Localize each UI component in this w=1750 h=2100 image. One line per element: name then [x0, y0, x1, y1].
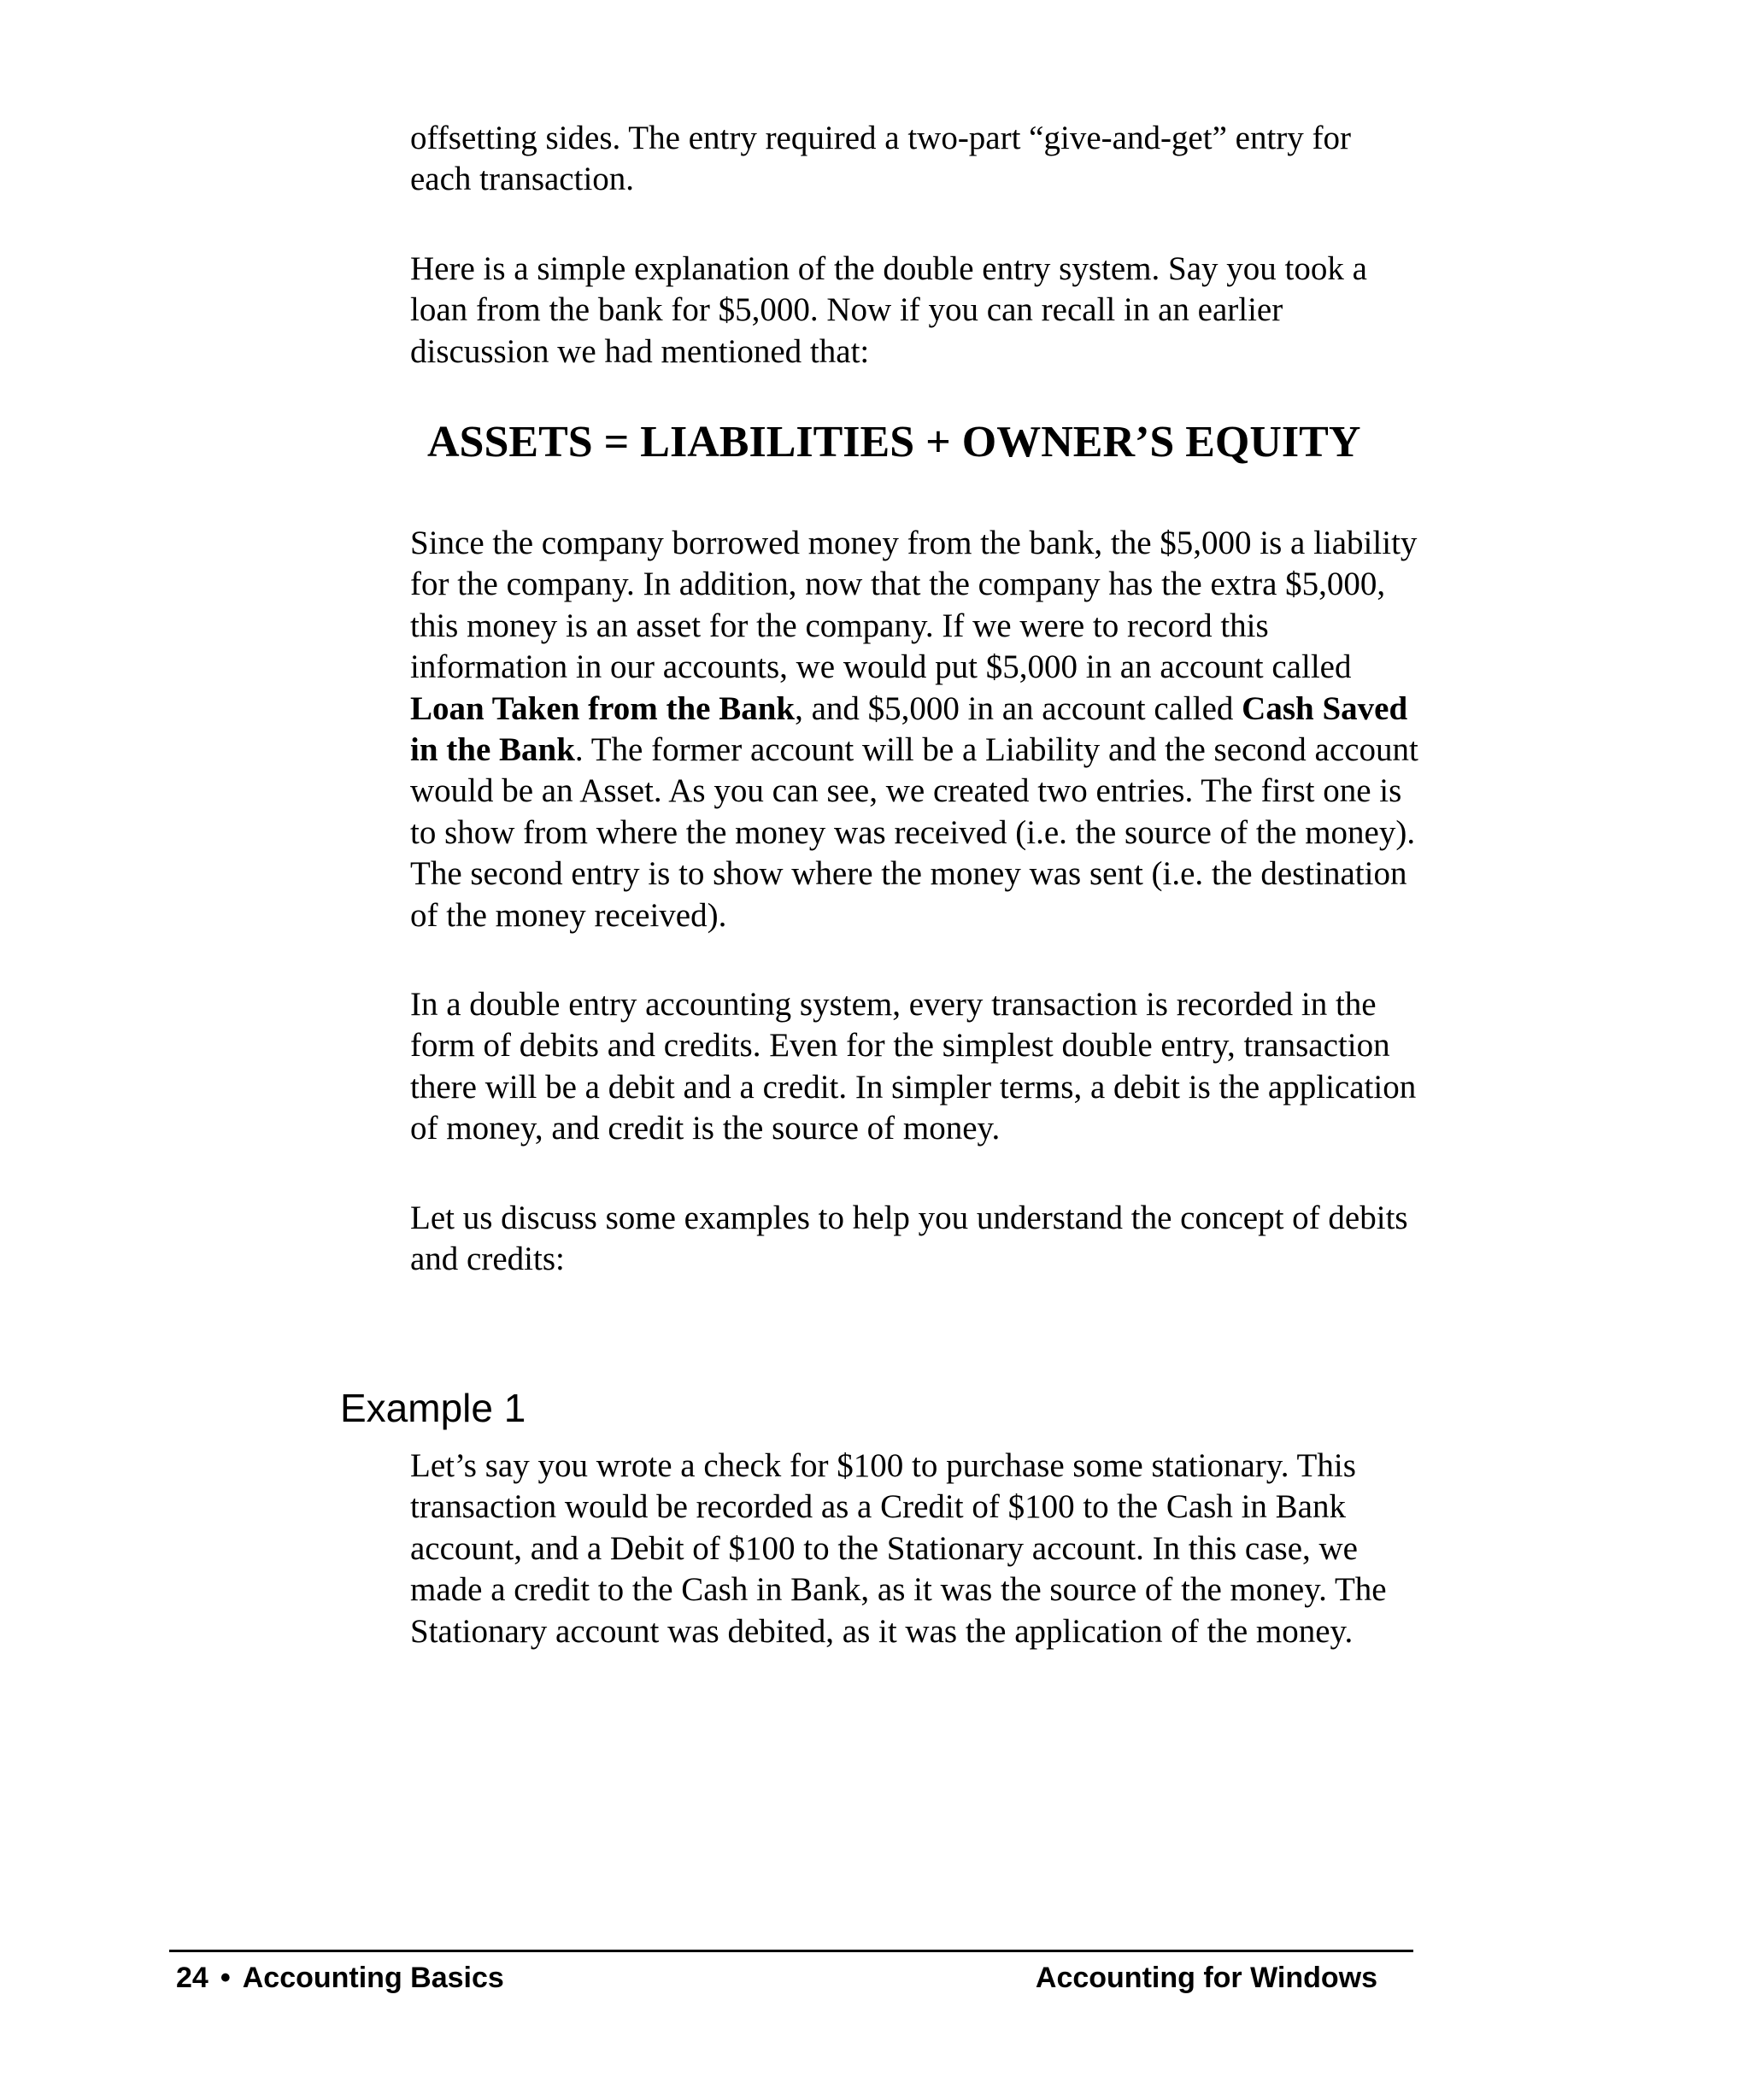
body-text-top	[410, 118, 1418, 420]
cash-account-name: Cash Saved in the Bank	[410, 689, 1408, 769]
paragraph-loan-example	[410, 523, 1418, 936]
loan-text-3: . The former account will be a Liability and the second account would be an Asset. As you can see, we created two entries. The first one is to show from where the money was received (i.e. the source of the money). The second entry is to show where the money was sent (i.e. the destination of the money received).	[410, 731, 1418, 934]
accounting-equation: ASSETS = LIABILITIES + OWNER’S EQUITY	[427, 418, 1361, 466]
page-number: 24	[176, 1962, 208, 1994]
loan-text-2: , and $5,000 in an account called	[795, 689, 1242, 727]
book-title: Accounting for Windows	[1035, 1962, 1377, 1994]
paragraph-simple-explanation: Here is a simple explanation of the double entry system. Say you took a loan from the bank for $5,000. Now if you can recall in an earlier discussion we had mentioned that:	[410, 249, 1367, 370]
paragraph-offsetting: offsetting sides. The entry required a two-part “give-and-get” entry for each transaction.	[410, 120, 1351, 198]
footer-divider	[169, 1950, 1413, 1952]
loan-text-1: Since the company borrowed money from the bank, the $5,000 is a liability for the company. In addition, now that the company has the extra $5,000, this money is an asset for the company. If we were to record this information in our accounts, we would put $5,000 in an account called	[410, 525, 1418, 686]
body-text-lower	[410, 523, 1418, 1329]
bullet-separator: •	[220, 1962, 231, 1994]
footer-left	[176, 1960, 504, 1996]
paragraph-examples-intro: Let us discuss some examples to help you understand the concept of debits and credits:	[410, 1199, 1408, 1278]
paragraph-debits-credits: In a double entry accounting system, every transaction is recorded in the form of debits and credits. Even for the simplest double entry, transaction there will be a debit and a credit. In simpler terms, a debit is the application of money, and credit is the source of money.	[410, 986, 1417, 1147]
loan-account-name: Loan Taken from the Bank	[410, 689, 796, 727]
example-1-body: Let’s say you wrote a check for $100 to purchase some stationary. This transaction would be recorded as a Credit of $100 to the Cash in Bank account, and a Debit of $100 to the Stationary account. In this case, we made a credit to the Cash in Bank, as it was the source of the money. The Stationary account was debited, as it was the application of the money.	[410, 1447, 1387, 1650]
section-title: Accounting Basics	[242, 1962, 504, 1994]
example-1-heading: Example 1	[340, 1386, 526, 1430]
